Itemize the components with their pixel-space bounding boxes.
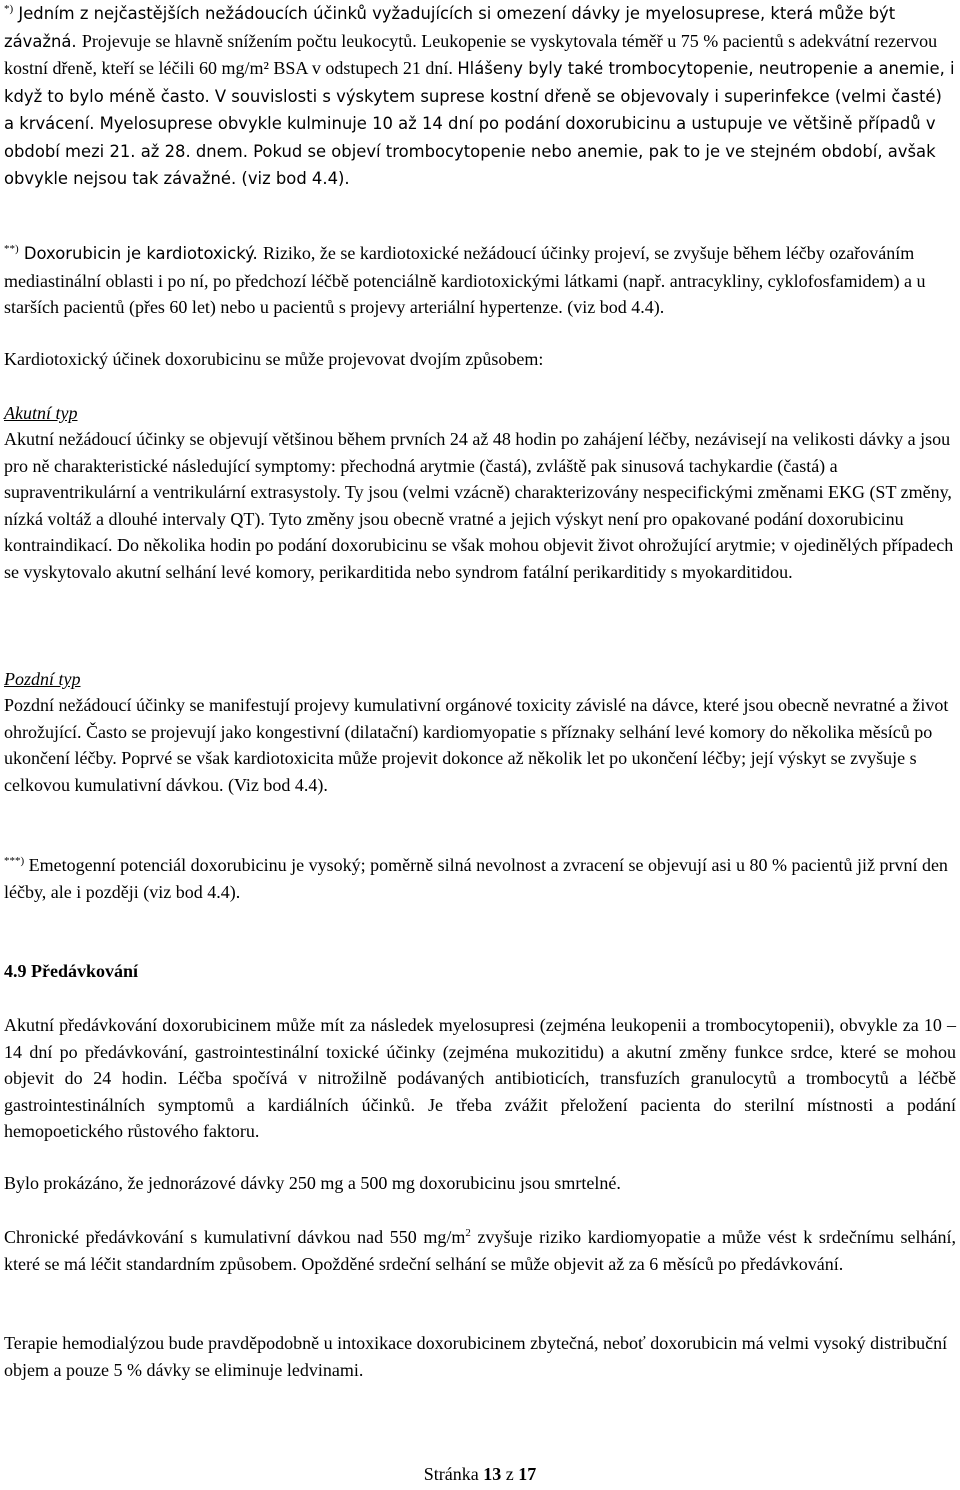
note2-marker: **) bbox=[4, 243, 19, 255]
note2-paragraph bbox=[4, 240, 956, 321]
acute-heading: Akutní typ bbox=[4, 403, 78, 423]
acute-paragraph: Akutní nežádoucí účinky se objevují většinou během prvních 24 až 48 hodin po zahájení léčby, nezávisejí na velikosti dávky a jsou pro ně charakteristické následující symptomy: přechodná arytmie (častá), zvláště pak sinusová tachykardie (častá) a supraventrikulární a ventrikulární extrasystoly. Ty jsou (velmi vzácně) charakterizovány nespecifickými změnami EKG (ST změny, nízká voltáž a dlouhé intervaly QT). Tyto změny jsou obecně vratné a jejich výskyt není pro opakované podání doxorubicinu kontraindikací. Do několika hodin po podání doxorubicinu se však mohou objevit život ohrožující arytmie; v ojedinělých případech se vyskytovalo akutní selhání levé komory, perikarditida nebo syndrom fatální perikarditidy s myokarditidou. bbox=[4, 429, 954, 582]
overdose-paragraph-4: Terapie hemodialýzou bude pravděpodobně u intoxikace doxorubicinem zbytečná, neboť doxorubicin má velmi vysoký distribuční objem a pouze 5 % dávky se eliminuje ledvinami. bbox=[4, 1333, 948, 1380]
footer-prefix: Stránka bbox=[423, 1464, 484, 1484]
note2-text-a: Doxorubicin je kardiotoxický. bbox=[18, 244, 263, 263]
note1-marker: *) bbox=[4, 3, 14, 15]
footer-middle: z bbox=[501, 1464, 519, 1484]
cardiotox-intro: Kardiotoxický účinek doxorubicinu se může projevovat dvojím způsobem: bbox=[4, 349, 544, 369]
note3-marker: ***) bbox=[4, 855, 25, 867]
overdose-p3-sup: 2 bbox=[465, 1227, 471, 1239]
note1-text-c: Hlášeny byly také trombocytopenie, neutropenie a anemie, i když to bylo méně často. V souvislosti s výskytem suprese kostní dřeně se objevovaly i superinfekce (velmi časté) a krvácení. Myelosuprese obvykle kulminuje 10 až 14 dní po podání doxorubicinu a ustupuje ve většině případů v období mezi 21. až 28. dnem. Pokud se objeví trombocytopenie nebo anemie, pak to je ve stejném období, avšak obvykle nejsou tak závažné. (viz bod 4.4). bbox=[4, 59, 955, 188]
footer-page-total: 17 bbox=[518, 1464, 537, 1484]
note1-paragraph bbox=[4, 0, 956, 193]
overdose-p3-text-b: zvyšuje riziko kardiomyopatie a může vést k srdečnímu selhání, které se má léčit standardním způsobem. Opožděné srdeční selhání se může objevit až za 6 měsíců po předávkování. bbox=[4, 1227, 956, 1274]
note2-text-b: Riziko, že se kardiotoxické nežádoucí účinky projeví, se zvyšuje během léčby ozařováním mediastinální oblasti i po ní, po předchozí léčbě potenciálně kardiotoxickými látkami (např. antracykliny, cyklofosfamidem) a u starších pacientů (přes 60 let) nebo u pacientů s projevy arteriální hypertenze. (viz bod 4.4). bbox=[4, 243, 926, 317]
footer-page-number: 13 bbox=[483, 1464, 502, 1484]
note3-text: Emetogenní potenciál doxorubicinu je vysoký; poměrně silná nevolnost a zvracení se objevují asi u 80 % pacientů již první den léčby, ale i později (viz bod 4.4). bbox=[4, 855, 948, 902]
overdose-paragraph-1: Akutní předávkování doxorubicinem může mít za následek myelosupresi (zejména leukopenii a trombocytopenii), obvykle za 10 – 14 dní po předávkování, gastrointestinální toxické účinky (zejména mukozitidu) a akutní změny funkce srdce, které se mohou objevit do 24 hodin. Léčba spočívá v nitrožilně podávaných antibioticích, transfuzích granulocytů a trombocytů a léčbě gastrointestinálních symptomů a kardiálních účinků. Je třeba zvážit přeložení pacienta do sterilní místnosti a podání hemopoetického růstového faktoru. bbox=[4, 1015, 956, 1141]
section-heading: 4.9 Předávkování bbox=[4, 961, 139, 981]
overdose-p3-text-a: Chronické předávkování s kumulativní dávkou nad 550 mg/m bbox=[4, 1227, 466, 1247]
overdose-paragraph-2: Bylo prokázáno, že jednorázové dávky 250 mg a 500 mg doxorubicinu jsou smrtelné. bbox=[4, 1173, 621, 1193]
late-paragraph: Pozdní nežádoucí účinky se manifestují projevy kumulativní orgánové toxicity závislé na dávce, které jsou obecně nevratné a život ohrožující. Často se projevují jako kongestivní (dilatační) kardiomyopatie s příznaky selhání levé komory do několika měsíců po ukončení léčby. Poprvé se však kardiotoxicita může projevit dokonce až několik let po ukončení léčby; její výskyt se zvyšuje s celkovou kumulativní dávkou. (Viz bod 4.4). bbox=[4, 695, 949, 795]
note1-text-b: Projevuje se hlavně snížením počtu leukocytů. Leukopenie se vyskytovala téměř u 75 % pacientů s adekvátní rezervou kostní dřeně, kteří se léčili 60 mg/m² BSA v odstupech 21 dní. bbox=[4, 30, 938, 78]
page-footer bbox=[0, 1464, 960, 1484]
overdose-paragraph-3 bbox=[4, 1224, 956, 1277]
late-heading: Pozdní typ bbox=[4, 669, 81, 689]
note3-paragraph bbox=[4, 852, 956, 905]
note1-text-a: Jedním z nejčastějších nežádoucích účinků vyžadujících si omezení dávky je myelosuprese, která může být závažná. bbox=[4, 4, 896, 51]
